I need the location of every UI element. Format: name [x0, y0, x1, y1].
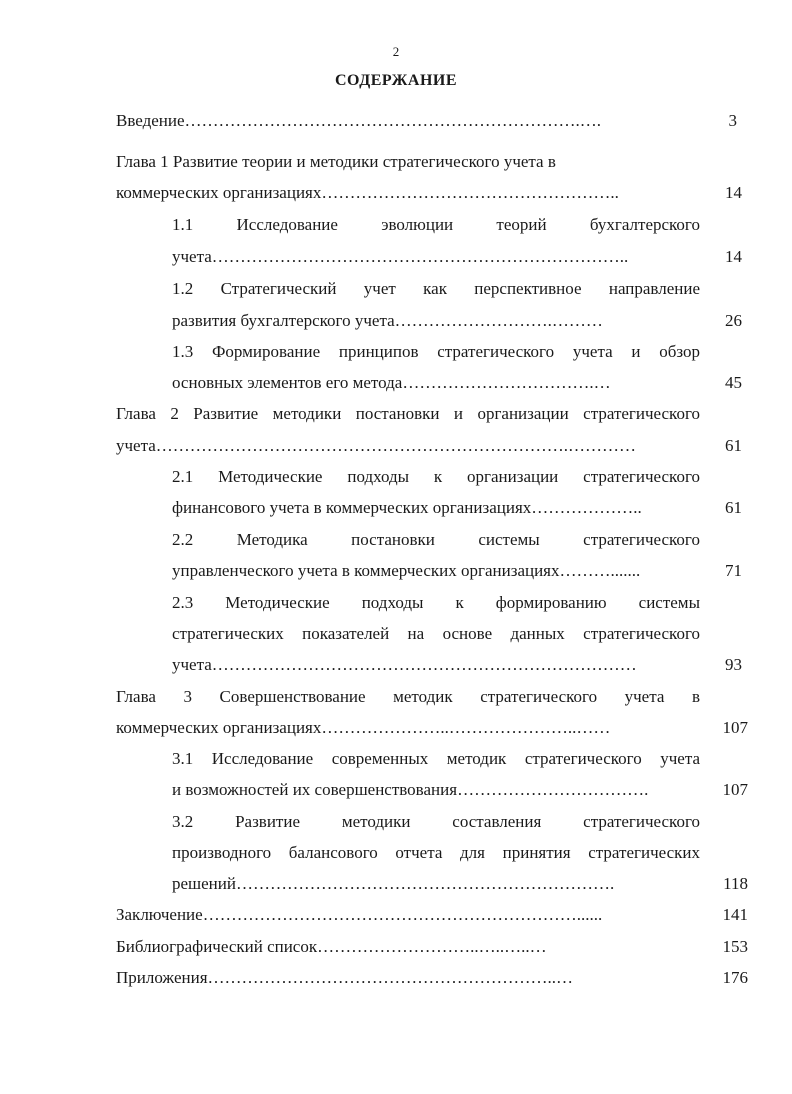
- toc-section-1-3-title: 1.3 Формирование принципов стратегического учета и обзор: [172, 342, 700, 361]
- toc-page-number: 141: [722, 905, 748, 924]
- toc-page-number: 176: [722, 968, 748, 987]
- toc-section-2-3-title-cont: стратегических показателей на основе данных стратегического: [172, 624, 700, 643]
- toc-intro-text: Введение: [116, 111, 185, 130]
- toc-page-number: 107: [722, 718, 748, 737]
- toc-leader: ……………………………………………..: [321, 183, 619, 202]
- toc-page-number: 45: [725, 373, 742, 392]
- toc-section-3-1-title: 3.1 Исследование современных методик стратегического учета: [172, 749, 700, 768]
- toc-leader: …………………………………………………………......: [202, 905, 603, 924]
- toc-section-1-2-title: 1.2 Стратегический учет как перспективное направление: [172, 279, 700, 298]
- toc-leader: …………………………………………………………………: [211, 655, 637, 674]
- toc-page-number: 71: [725, 561, 742, 580]
- toc-leader: ………………………..…..…..…: [317, 937, 547, 956]
- toc-page-number: 61: [725, 498, 742, 517]
- toc-chapter-1-title: Глава 1 Развитие теории и методики стратегического учета в: [116, 152, 556, 171]
- toc-chapter-3-title-cont: коммерческих организациях: [116, 718, 322, 737]
- toc-page-number: 118: [723, 874, 748, 893]
- toc-page-number: 26: [725, 311, 742, 330]
- toc-section-2-3-title: 2.3 Методические подходы к формированию системы: [172, 593, 700, 612]
- page-title: СОДЕРЖАНИЕ: [334, 72, 458, 89]
- toc-leader: ………………………………………………………………..: [211, 247, 629, 266]
- toc-section-3-2-title: 3.2 Развитие методики составления стратегического: [172, 812, 700, 831]
- toc-entry-appendix: [116, 966, 698, 990]
- toc-leader: …………………..…………………..……: [321, 718, 611, 737]
- toc-leader: ………………..: [531, 498, 642, 517]
- toc-chapter-2-title: Глава 2 Развитие методики постановки и организации стратегического: [116, 404, 700, 423]
- toc-leader: …………………………….…: [402, 373, 611, 392]
- toc-entry-section-1-3: [172, 371, 698, 395]
- page-number: 2: [392, 44, 400, 59]
- toc-page-number: 14: [725, 247, 742, 266]
- toc-appendix-text: Приложения: [116, 968, 208, 987]
- toc-leader: …………………………….: [457, 780, 649, 799]
- toc-section-2-2-title-cont: управленческого учета в коммерческих организациях: [172, 561, 560, 580]
- toc-leader: ……………………………………………………………….…………: [155, 436, 637, 455]
- toc-entry-section-2-3: [172, 653, 698, 677]
- toc-page-number: 153: [722, 937, 748, 956]
- toc-entry-chapter-2: [116, 434, 698, 458]
- toc-entry-conclusion: [116, 903, 698, 927]
- toc-section-1-3-title-cont: основных элементов его метода: [172, 373, 403, 392]
- toc-page-number: 107: [722, 780, 748, 799]
- toc-entry-section-2-1: [172, 496, 698, 520]
- toc-chapter-2-title-cont: учета: [116, 436, 156, 455]
- toc-chapter-3-title: Глава 3 Совершенствование методик стратегического учета в: [116, 687, 700, 706]
- toc-section-3-2-title-cont: производного балансового отчета для принятия стратегических: [172, 843, 700, 862]
- toc-page-number: 93: [725, 655, 742, 674]
- toc-entry-bibliography: [116, 935, 698, 959]
- toc-bibliography-text: Библиографический список: [116, 937, 318, 956]
- toc-section-2-2-title: 2.2 Методика постановки системы стратегического: [172, 530, 700, 549]
- toc-section-1-2-title-cont: развития бухгалтерского учета: [172, 311, 395, 330]
- toc-leader: …………………………………………………………….….: [184, 111, 602, 130]
- toc-page-number: 14: [725, 183, 742, 202]
- toc-entry-section-1-1: [172, 245, 698, 269]
- toc-section-1-1-title-cont: учета: [172, 247, 212, 266]
- toc-leader: ……….......: [559, 561, 641, 580]
- toc-leader: ……………………………………………………..…: [207, 968, 574, 987]
- toc-entry-section-1-2: [172, 309, 698, 333]
- toc-section-2-1-title: 2.1 Методические подходы к организации стратегического: [172, 467, 700, 486]
- toc-entry-chapter-1: [116, 181, 698, 205]
- toc-leader: ……………………….………: [394, 311, 603, 330]
- toc-section-1-1-title: 1.1 Исследование эволюции теорий бухгалтерского: [172, 215, 700, 234]
- toc-entry-section-3-2: [172, 872, 698, 896]
- toc-entry-intro: [116, 109, 698, 133]
- toc-page-number: 3: [728, 111, 737, 130]
- toc-entry-section-3-1: [172, 778, 698, 802]
- toc-section-2-1-title-cont: финансового учета в коммерческих организациях: [172, 498, 532, 517]
- toc-page-number: 61: [725, 436, 742, 455]
- toc-chapter-1-title-cont: коммерческих организациях: [116, 183, 322, 202]
- toc-entry-chapter-3: [116, 716, 698, 740]
- toc-section-3-2-title-end: решений: [172, 874, 236, 893]
- toc-section-2-3-title-end: учета: [172, 655, 212, 674]
- toc-leader: ………………………………………………………….: [235, 874, 615, 893]
- toc-entry-section-2-2: [172, 559, 698, 583]
- toc-conclusion-text: Заключение: [116, 905, 203, 924]
- toc-section-3-1-title-cont: и возможностей их совершенствования: [172, 780, 458, 799]
